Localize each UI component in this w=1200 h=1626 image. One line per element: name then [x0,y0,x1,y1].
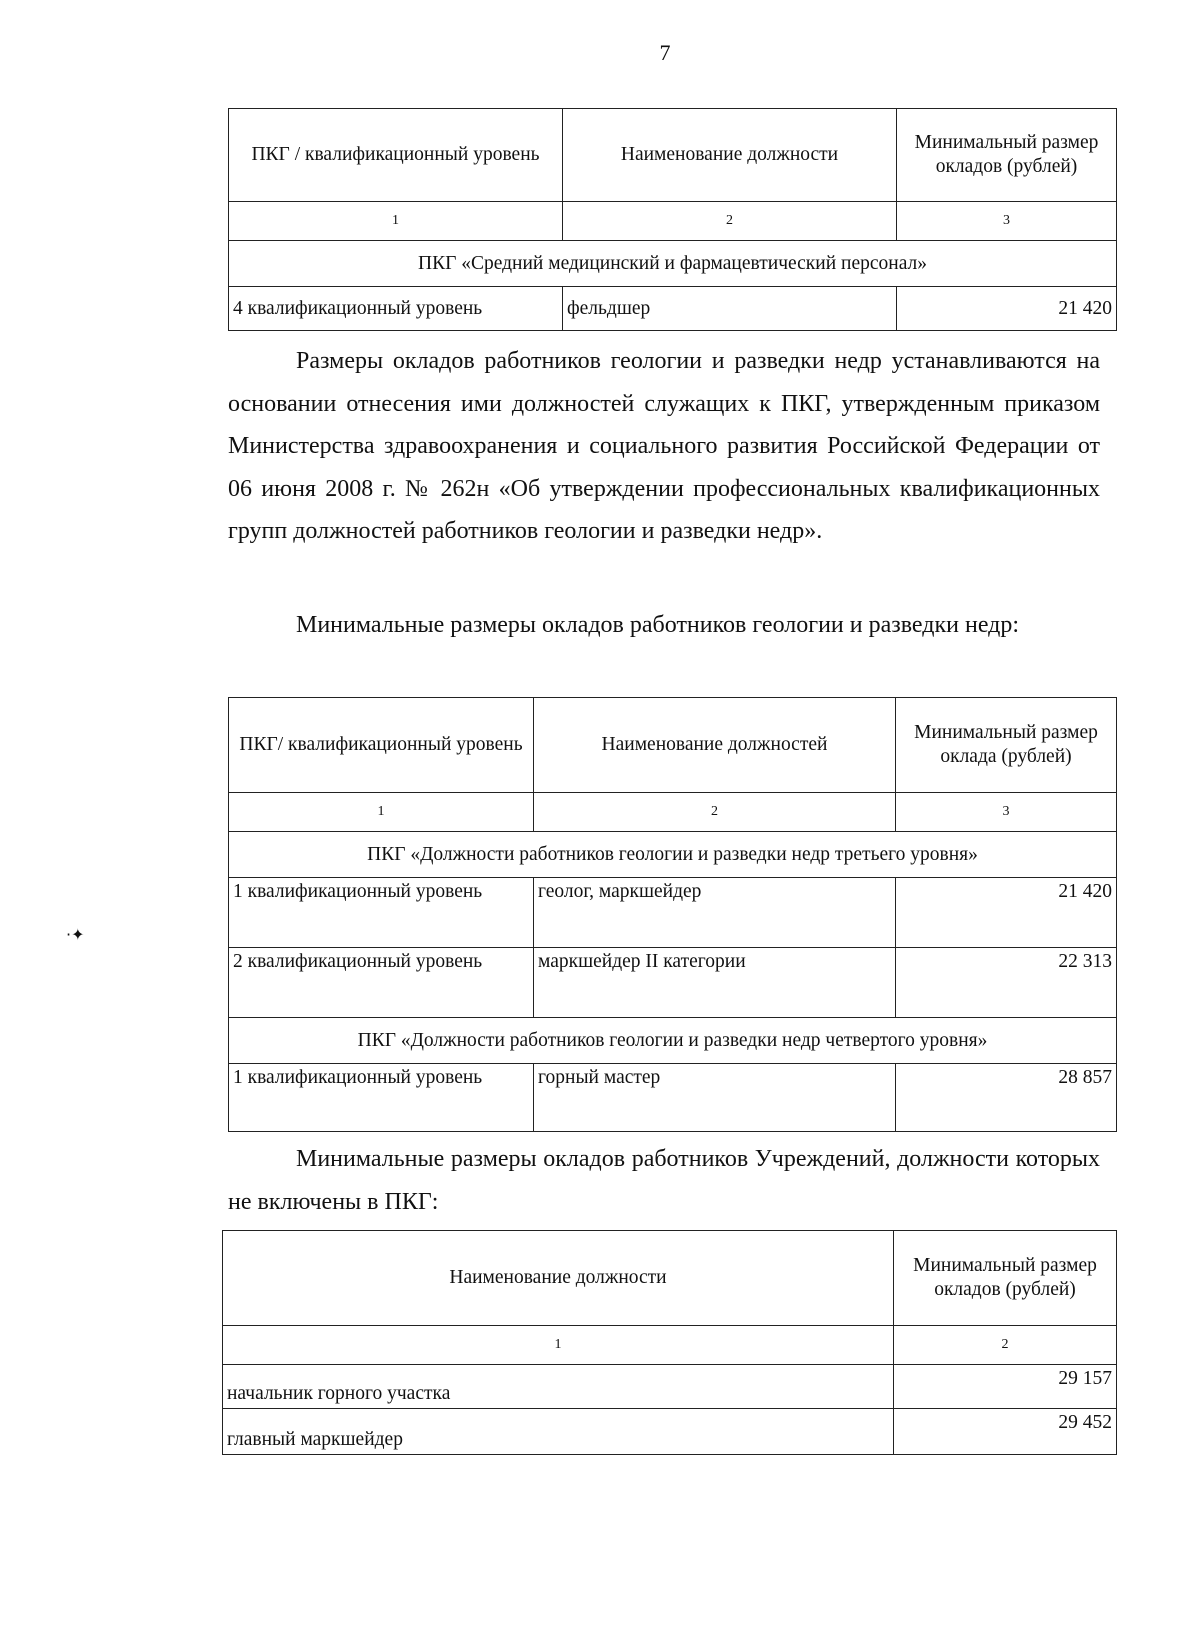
header-cell: Наименование должностей [534,698,896,793]
header-cell: ПКГ / квалификационный уровень [229,109,563,202]
paragraph-other-positions: Минимальные размеры окладов работников Учреждений, должности которых не включены в ПКГ: [228,1146,1100,1215]
page-number: 7 [659,40,671,65]
salary-value: 22 313 [896,948,1117,1018]
salary-value: 29 452 [894,1409,1117,1455]
position-name: фельдшер [563,287,897,331]
header-cell: Минимальный размер окладов (рублей) [894,1231,1117,1326]
salary-value: 21 420 [897,287,1117,331]
position-name: геолог, маркшейдер [534,878,896,948]
salary-value: 21 420 [896,878,1117,948]
paragraph-geology-intro: Размеры окладов работников геологии и разведки недр устанавливаются на основании отнесения ими должностей служащих к ПКГ, утвержденным приказом Министерства здравоохранения и социального развития Российской Федерации от 06 июня 2008 г. № 262н «Об утверждении профессиональных квалификационных групп должностей работников геологии и разведки недр». [228,348,1100,544]
header-cell: Наименование должности [563,109,897,202]
salary-value: 28 857 [896,1064,1117,1132]
qualification-level: 2 квалификационный уровень [229,948,534,1018]
group-title: ПКГ «Должности работников геологии и разведки недр третьего уровня» [229,832,1117,878]
column-number: 1 [229,793,534,832]
column-number: 3 [897,202,1117,241]
salary-value: 29 157 [894,1365,1117,1409]
position-name: начальник горного участка [223,1365,894,1409]
column-number: 2 [534,793,896,832]
position-name: маркшейдер II категории [534,948,896,1018]
group-title: ПКГ «Должности работников геологии и разведки недр четвертого уровня» [229,1018,1117,1064]
group-title: ПКГ «Средний медицинский и фармацевтический персонал» [229,241,1117,287]
column-number: 3 [896,793,1117,832]
header-cell: Минимальный размер окладов (рублей) [897,109,1117,202]
table-other-positions [222,1230,1117,1455]
header-cell: ПКГ/ квалификационный уровень [229,698,534,793]
position-name: горный мастер [534,1064,896,1132]
column-number: 2 [894,1326,1117,1365]
qualification-level: 1 квалификационный уровень [229,878,534,948]
scan-mark: ·✦ [66,925,85,944]
qualification-level: 4 квалификационный уровень [229,287,563,331]
column-number: 2 [563,202,897,241]
table-geology-staff [228,697,1117,1132]
column-number: 1 [223,1326,894,1365]
paragraph-geology-min-salaries: Минимальные размеры окладов работников геологии и разведки недр: [296,612,1020,638]
qualification-level: 1 квалификационный уровень [229,1064,534,1132]
column-number: 1 [229,202,563,241]
header-cell: Минимальный размер оклада (рублей) [896,698,1117,793]
position-name: главный маркшейдер [223,1409,894,1455]
header-cell: Наименование должности [223,1231,894,1326]
table-medical-staff [228,108,1117,331]
